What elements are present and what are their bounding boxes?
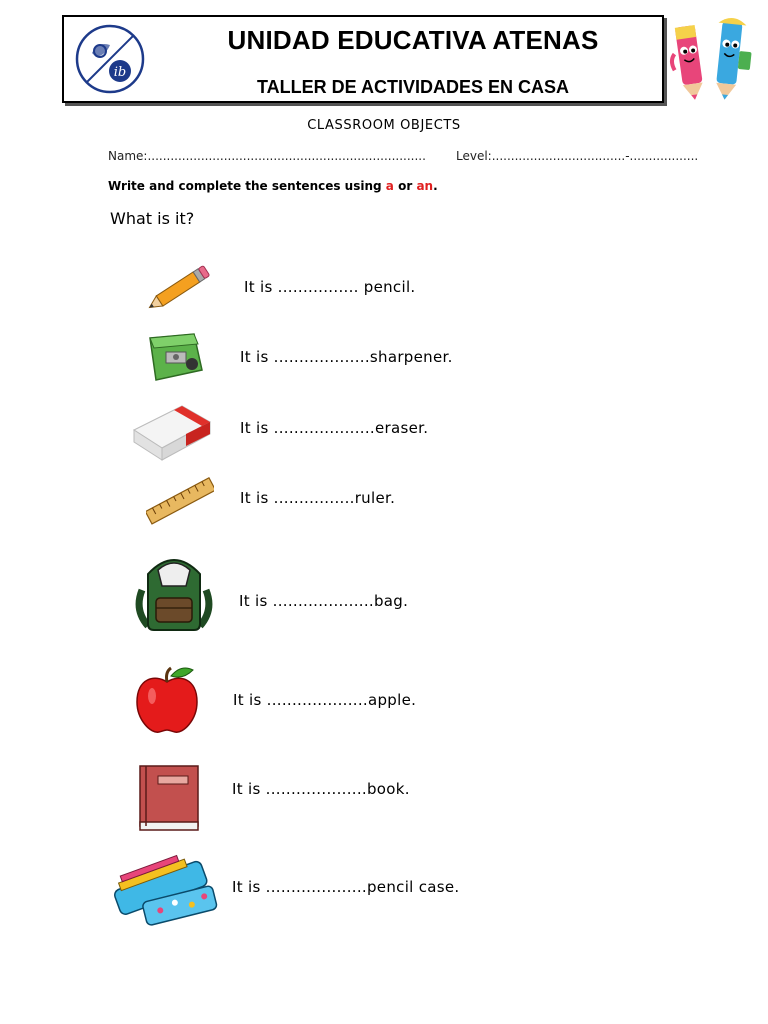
school-name: UNIDAD EDUCATIVA ATENAS	[227, 25, 599, 55]
sentence-1: It is ................ pencil.	[244, 278, 416, 296]
sharpener-icon	[144, 330, 206, 384]
sentence-6: It is ....................apple.	[233, 691, 417, 709]
instruction-option-a: a	[385, 179, 394, 193]
level-field[interactable]: Level:...................................-..................	[456, 149, 699, 163]
book-icon	[136, 764, 202, 834]
pencil-icon	[142, 262, 214, 316]
instruction-option-an: an	[416, 179, 434, 193]
instruction-middle: or	[393, 179, 417, 193]
eraser-icon	[130, 400, 212, 464]
sentence-3: It is ....................eraser.	[240, 419, 429, 437]
instruction-suffix: .	[433, 179, 438, 193]
apple-icon	[134, 664, 200, 734]
question-heading: What is it?	[110, 209, 195, 228]
sentence-2: It is ...................sharpener.	[240, 348, 453, 366]
backpack-icon	[134, 550, 214, 634]
sentence-4: It is ................ruler.	[240, 489, 396, 507]
pencil-mascots-icon	[665, 12, 757, 102]
workshop-subtitle: TALLER DE ACTIVIDADES EN CASA	[256, 77, 569, 97]
sentence-8: It is ....................pencil case.	[232, 878, 460, 896]
instruction-prefix: Write and complete the sentences using	[108, 179, 386, 193]
sentence-5: It is ....................bag.	[239, 592, 409, 610]
worksheet-title: CLASSROOM OBJECTS	[307, 118, 461, 133]
instructions	[108, 179, 438, 193]
name-field[interactable]: Name:.........................................................................	[108, 149, 426, 163]
pencil-case-icon	[108, 850, 220, 932]
logo-text: ib	[113, 65, 127, 80]
sentence-7: It is ....................book.	[232, 780, 410, 798]
ruler-icon	[146, 474, 214, 526]
school-header	[62, 15, 664, 103]
